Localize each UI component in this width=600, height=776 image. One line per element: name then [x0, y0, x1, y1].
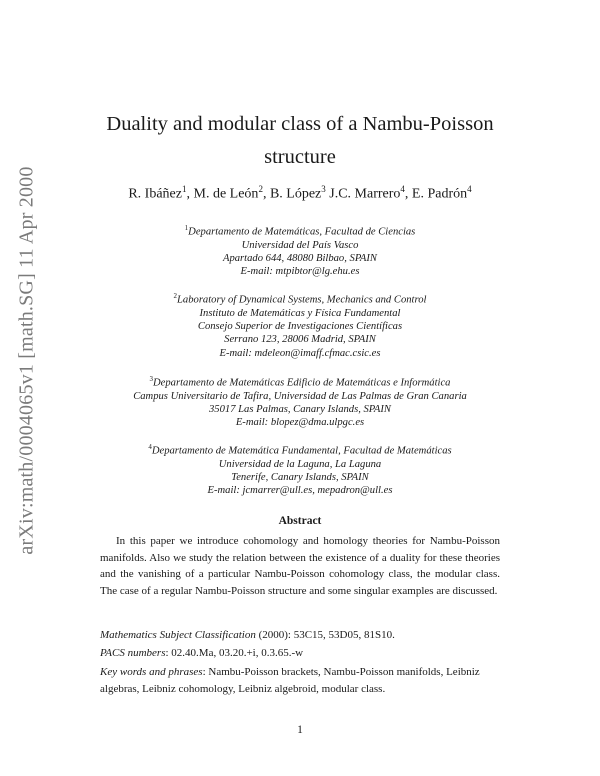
author: B. López [269, 186, 322, 202]
paper-title [80, 108, 520, 174]
affiliation-block [80, 290, 520, 360]
affiliation-block [80, 222, 520, 279]
pacs-label: PACS numbers [100, 647, 166, 659]
affiliation-block [80, 441, 520, 498]
keywords [100, 664, 500, 697]
affiliation-line: Apartado 644, 48080 Bilbao, SPAIN [222, 253, 377, 265]
author-list: R. Ibáñez$^1$, M. de León$^2$, B. López$^3$ J.C. Marrero$^4$, E. Padrón$^4$ [128, 184, 472, 202]
author-affil-mark: 4 [400, 184, 405, 194]
author-affil-mark: 1 [182, 184, 187, 194]
affiliation-line: Instituto de Matemáticas y Física Fundamental [199, 307, 401, 319]
author: R. Ibáñez [128, 186, 182, 202]
msc-value: (2000): 53C15, 53D05, 81S10. [258, 629, 395, 641]
abstract-heading: Abstract [278, 515, 322, 527]
msc-classification [100, 627, 500, 644]
affiliation-block [80, 373, 520, 430]
affiliation-mark: 1 [184, 224, 189, 232]
pacs-value: : 02.40.Ma, 03.20.+i, 0.3.65.-w [165, 647, 304, 659]
affiliation-line: Campus Universitario de Tafira, Universidad de Las Palmas de Gran Canaria [133, 390, 467, 402]
author: M. de León [193, 186, 259, 202]
author-affil-mark: 3 [321, 184, 326, 194]
affiliation-line: Departamento de Matemáticas, Facultad de Ciencias [188, 226, 416, 238]
title-line-2: structure [264, 146, 336, 168]
affiliation-mark: 2 [173, 292, 178, 300]
title-line-1: Duality and modular class of a Nambu-Poisson [106, 113, 494, 135]
affiliation-line: Consejo Superior de Investigaciones Científicas [197, 321, 403, 333]
affiliation-line: Laboratory of Dynamical Systems, Mechanics and Control [177, 294, 427, 306]
abstract-text: In this paper we introduce cohomology and homology theories for Nambu-Poisson manifolds. Also we study the relation between the existence of a duality for these theories and the vanishing of a particular Nambu-Poisson cohomology class, the modular class. The case of a regular Nambu-Poisson structure and some singular examples are discussed. [100, 535, 500, 597]
arxiv-stamp [10, 160, 44, 560]
affiliation-mark: 3 [149, 375, 154, 383]
affiliation-email: E-mail: mdeleon@imaff.cfmac.csic.es [219, 347, 381, 359]
affiliation-line: Universidad del País Vasco [241, 239, 359, 251]
affiliation-line: Tenerife, Canary Islands, SPAIN [231, 472, 369, 484]
keywords-value: : Nambu-Poisson brackets, Nambu-Poisson manifolds, Leibniz algebras, Leibniz cohomology, Leibniz algebroid, modular class. [100, 666, 480, 695]
affiliation-line: Departamento de Matemática Fundamental, Facultad de Matemáticas [151, 445, 452, 457]
author: E. Padrón [411, 186, 468, 202]
arxiv-id: arXiv:math/0004065v1 [math.SG] 11 Apr 2000 [15, 165, 38, 555]
msc-label: Mathematics Subject Classification [100, 629, 256, 641]
pacs-numbers [100, 645, 500, 662]
author: J.C. Marrero [329, 186, 401, 202]
affiliation-email: E-mail: mtpibtor@lg.ehu.es [240, 266, 360, 278]
affiliation-email: E-mail: jcmarrer@ull.es, mepadron@ull.es [207, 485, 393, 497]
affiliation-line: 35017 Las Palmas, Canary Islands, SPAIN [209, 404, 391, 416]
affiliation-mark: 4 [148, 443, 152, 451]
affiliation-line: Universidad de la Laguna, La Laguna [218, 458, 382, 470]
keywords-label: Key words and phrases [100, 666, 203, 678]
author-affil-mark: 4 [467, 184, 472, 194]
page-number: 1 [297, 724, 303, 736]
affiliation-email: E-mail: blopez@dma.ulpgc.es [235, 417, 365, 429]
author-affil-mark: 2 [258, 184, 263, 194]
affiliation-line: Departamento de Matemáticas Edificio de Matemáticas e Informática [153, 377, 451, 389]
affiliation-line: Serrano 123, 28006 Madrid, SPAIN [224, 334, 376, 346]
